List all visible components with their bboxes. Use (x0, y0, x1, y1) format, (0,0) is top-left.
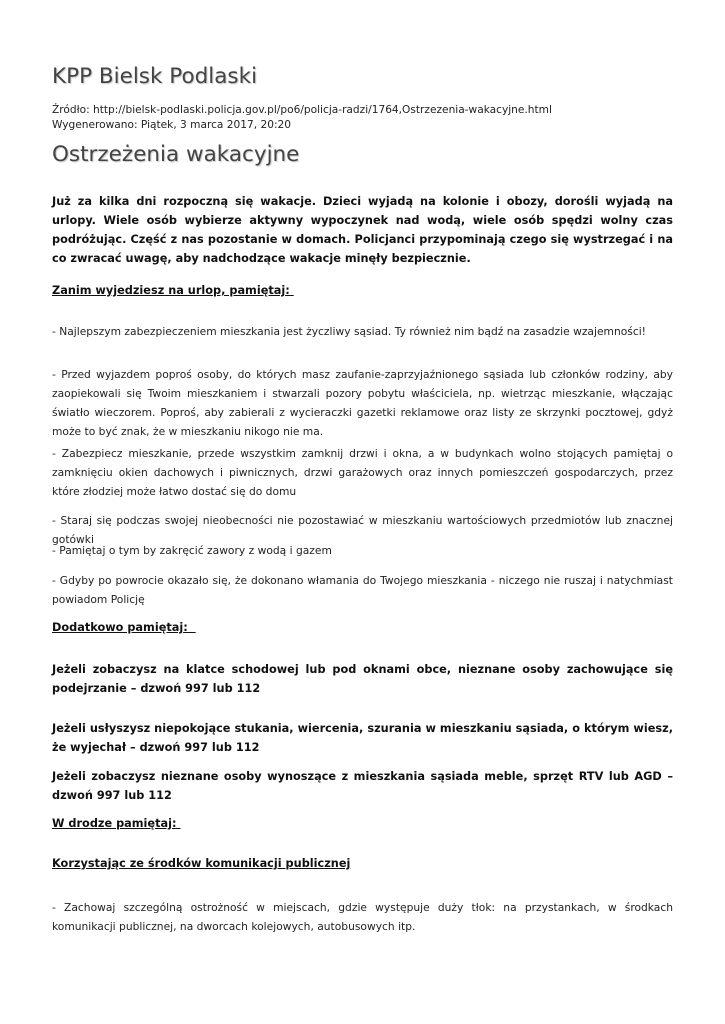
section-subheading-public-transport: Korzystając ze środków komunikacji publicznej (52, 857, 351, 870)
list-item: - Staraj się podczas swojej nieobecności nie pozostawiać w mieszkaniu wartościowych przedmiotów lub znacznej gotówki (52, 514, 673, 546)
list-item: - Pamiętaj o tym by zakręcić zawory z wodą i gazem (52, 544, 332, 557)
list-item: - Najlepszym zabezpieczeniem mieszkania jest życzliwy sąsiad. Ty również nim bądź na zasadzie wzajemności! (52, 325, 646, 338)
list-item: - Gdyby po powrocie okazało się, że dokonano włamania do Twojego mieszkania - niczego nie ruszaj i natychmiast powiadom Policję (52, 574, 673, 606)
article-lead: Już za kilka dni rozpoczną się wakacje. Dzieci wyjadą na kolonie i obozy, dorośli wyjadą na urlopy. Wiele osób wybierze aktywny wypoczynek nad wodą, wiele osób spędzi wolny czas podróżując. Część z nas pozostanie w domach. Policjanci przypominają czego się wystrzegać i na co zwracać uwagę, aby nadchodzące wakacje minęły bezpiecznie. (52, 195, 673, 265)
list-item: - Zachowaj szczególną ostrożność w miejscach, gdzie występuje duży tłok: na przystankach, w środkach komunikacji publicznej, na dworcach kolejowych, autobusowych itp. (52, 901, 673, 933)
site-title: KPP Bielsk Podlaski (52, 64, 258, 89)
list-item: Jeżeli zobaczysz nieznane osoby wynoszące z mieszkania sąsiada meble, sprzęt RTV lub AGD – dzwoń 997 lub 112 (52, 770, 673, 802)
generated-line: Wygenerowano: Piątek, 3 marca 2017, 20:20 (52, 119, 292, 131)
source-line: Źródło: http://bielsk-podlaski.policja.gov.pl/po6/policja-radzi/1764,Ostrzezenia-wakacyjne.html (52, 104, 552, 116)
article-title: Ostrzeżenia wakacyjne (52, 142, 300, 167)
list-item: - Przed wyjazdem poproś osoby, do których masz zaufanie-zaprzyjaźnionego sąsiada lub członków rodziny, aby zaopiekowali się Twoim mieszkaniem i stwarzali pozory pobytu właściciela, np. wietrząc mieszkanie, włączając światło wieczorem. Poproś, aby zabierali z wycieraczki gazetki reklamowe oraz listy ze skrzynki pocztowej, gdyż może to być znak, że w mieszkaniu nikogo nie ma. (52, 368, 673, 438)
section-heading-on-the-road: W drodze pamiętaj: (52, 817, 181, 830)
list-item: Jeżeli zobaczysz na klatce schodowej lub pod oknami obce, nieznane osoby zachowujące się podejrzanie – dzwoń 997 lub 112 (52, 663, 673, 695)
list-item: - Zabezpiecz mieszkanie, przede wszystkim zamknij drzwi i okna, a w budynkach wolno stojących pamiętaj o zamknięciu okien dachowych i piwnicznych, drzwi garażowych oraz innych pomieszczeń gospodarczych, przez które złodziej może łatwo dostać się do domu (52, 447, 673, 498)
list-item: Jeżeli usłyszysz niepokojące stukania, wiercenia, szurania w mieszkaniu sąsiada, o którym wiesz, że wyjechał – dzwoń 997 lub 112 (52, 722, 673, 754)
section-heading-additionally: Dodatkowo pamiętaj: (52, 621, 196, 634)
section-heading-before-vacation: Zanim wyjedziesz na urlop, pamiętaj: (52, 284, 294, 297)
